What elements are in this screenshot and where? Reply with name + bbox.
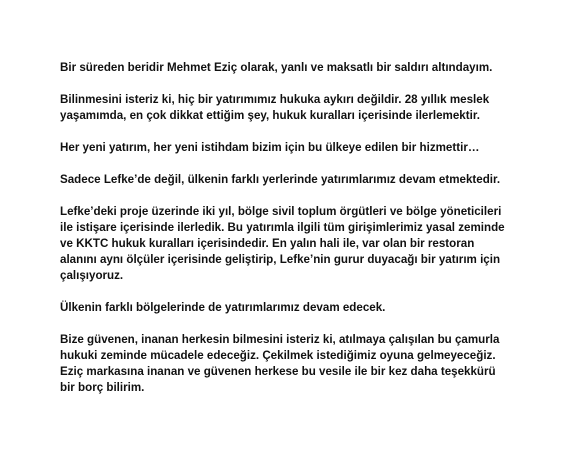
paragraph-3 — [60, 140, 530, 156]
text-line: Bilinmesini isteriz ki, hiç bir yatırımımız hukuka aykırı değildir. 28 yıllık meslek — [60, 93, 490, 106]
text-line: ve KKTC hukuk kuralları içerisindedir. En yalın hali ile, var olan bir restoran — [60, 237, 475, 250]
paragraph-5 — [60, 204, 530, 284]
text-line: hukuki zeminde mücadele edeceğiz. Çekilmek istediğimiz oyuna gelmeyeceğiz. — [60, 349, 496, 362]
text-line: çalışıyoruz. — [60, 269, 124, 282]
paragraph-6 — [60, 300, 530, 316]
text-line: ile istişare içerisinde ilerledik. Bu yatırımla ilgili tüm girişimlerimiz yasal zeminde — [60, 221, 505, 234]
text-line: Bize güvenen, inanan herkesin bilmesini isteriz ki, atılmaya çalışılan bu çamurla — [60, 333, 500, 346]
text-line: alanını aynı ölçüler içerisinde geliştirip, Lefke’nin gurur duyacağı bir yatırım için — [60, 253, 501, 266]
paragraph-1 — [60, 60, 530, 76]
text-line: Sadece Lefke’de değil, ülkenin farklı yerlerinde yatırımlarımız devam etmektedir. — [60, 173, 501, 186]
paragraph-2 — [60, 92, 530, 124]
text-line: Bir süreden beridir Mehmet Eziç olarak, yanlı ve maksatlı bir saldırı altındayım. — [60, 61, 493, 74]
text-line: Eziç markasına inanan ve güvenen herkese bu vesile ile bir kez daha teşekkürü — [60, 365, 496, 378]
text-line: bir borç bilirim. — [60, 381, 145, 394]
paragraph-7 — [60, 332, 530, 396]
text-line: yaşamımda, en çok dikkat ettiğim şey, hukuk kuralları içerisinde ilerlemektir. — [60, 109, 480, 122]
statement-document — [60, 60, 530, 412]
text-line: Ülkenin farklı bölgelerinde de yatırımlarımız devam edecek. — [60, 301, 386, 314]
paragraph-4 — [60, 172, 530, 188]
text-line: Her yeni yatırım, her yeni istihdam bizim için bu ülkeye edilen bir hizmettir… — [60, 141, 480, 154]
text-line: Lefke’deki proje üzerinde iki yıl, bölge sivil toplum örgütleri ve bölge yöneticileri — [60, 205, 502, 218]
